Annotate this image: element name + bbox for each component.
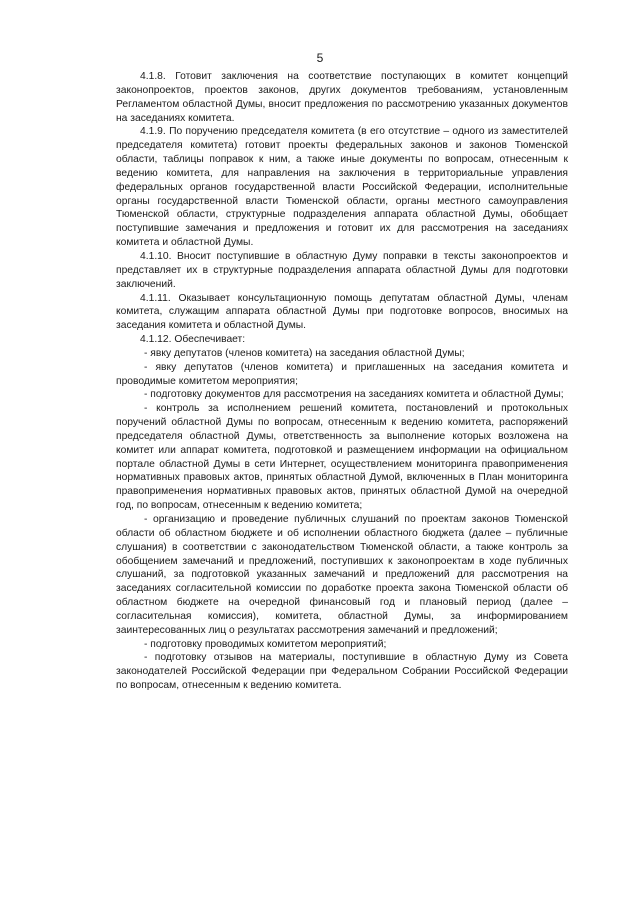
paragraph-4-1-11: 4.1.11. Оказывает консультационную помощь депутатам областной Думы, членам комитета, служащим аппарата областной Думы при подготовке вопросов, вносимых на заседания комитета и областной Думы. bbox=[116, 292, 568, 332]
paragraph-4-1-9: 4.1.9. По поручению председателя комитета (в его отсутствие – одного из заместителей председателя комитета) готовит проекты федеральных законов и законов Тюменской области, таблицы поправок к ним, а также иные документы по вопросам, отнесенным к ведению комитета, для направления на заключения в территориальные управления федеральных органов государственной власти Российской Федерации, исполнительные органы государственной власти Тюменской области, органы местного самоуправления Тюменской области, структурные подразделения аппарата областной Думы, обобщает поступившие замечания и предложения и готовит их для рассмотрения на заседаниях комитета и областной Думы. bbox=[116, 126, 568, 249]
paragraph-4-1-10: 4.1.10. Вносит поступившие в областную Думу поправки в тексты законопроектов и представляет их в структурные подразделения аппарата областной Думы для подготовки заключений. bbox=[116, 250, 568, 290]
list-item: - контроль за исполнением решений комитета, постановлений и протокольных поручений областной Думы по вопросам, отнесенным к ведению комитета, распоряжений председателя областной Думы, ответственность за выполнение которых возложена на комитет или аппарат комитета, подготовкой и размещением информации на официальном портале областной Думы в сети Интернет, осуществлением мониторинга правоприменения нормативных правовых актов, принятых областной Думой, включенных в План мониторинга правоприменения нормативных правовых актов, принятых областной Думой на очередной год, по вопросам, отнесенным к ведению комитета; bbox=[116, 403, 568, 512]
list-item: - подготовку документов для рассмотрения на заседаниях комитета и областной Думы; bbox=[144, 389, 564, 401]
list-item: - явку депутатов (членов комитета) на заседания областной Думы; bbox=[144, 347, 465, 359]
page-number: 5 bbox=[316, 51, 324, 65]
list-item: - организацию и проведение публичных слушаний по проектам законов Тюменской области об областном бюджете и об исполнении областного бюджета (далее – публичные слушания) в соответствии с законодательством Тюменской области, а также контроль за обобщением замечаний и предложений, поступивших к законопроектам в ходе публичных слушаний, за подготовкой указанных замечаний и предложений для рассмотрения на заседаниях согласительной комиссии по доработке проекта закона Тюменской области об областном бюджете на очередной финансовый год и плановый период (далее – согласительная комиссия), комитета, областной Думы, за информированием заинтересованных лиц о результатах рассмотрения замечаний и предложений; bbox=[116, 514, 568, 636]
paragraph-4-1-8: 4.1.8. Готовит заключения на соответствие поступающих в комитет концепций законопроектов, проектов законов, других документов требованиям, установленным Регламентом областной Думы, вносит предложения по рассмотрению указанных документов на заседаниях комитета. bbox=[116, 71, 568, 124]
list-item: - явку депутатов (членов комитета) и приглашенных на заседания комитета и проводимые комитетом мероприятия; bbox=[116, 361, 568, 387]
list-item: - подготовку отзывов на материалы, поступившие в областную Думу из Совета законодателей Российской Федерации при Федеральном Собрании Российской Федерации по вопросам, отнесенным к ведению комитета. bbox=[116, 652, 568, 692]
paragraph-4-1-12: 4.1.12. Обеспечивает: bbox=[140, 334, 246, 346]
list-item: - подготовку проводимых комитетом мероприятий; bbox=[144, 638, 387, 650]
document-body bbox=[116, 70, 568, 693]
